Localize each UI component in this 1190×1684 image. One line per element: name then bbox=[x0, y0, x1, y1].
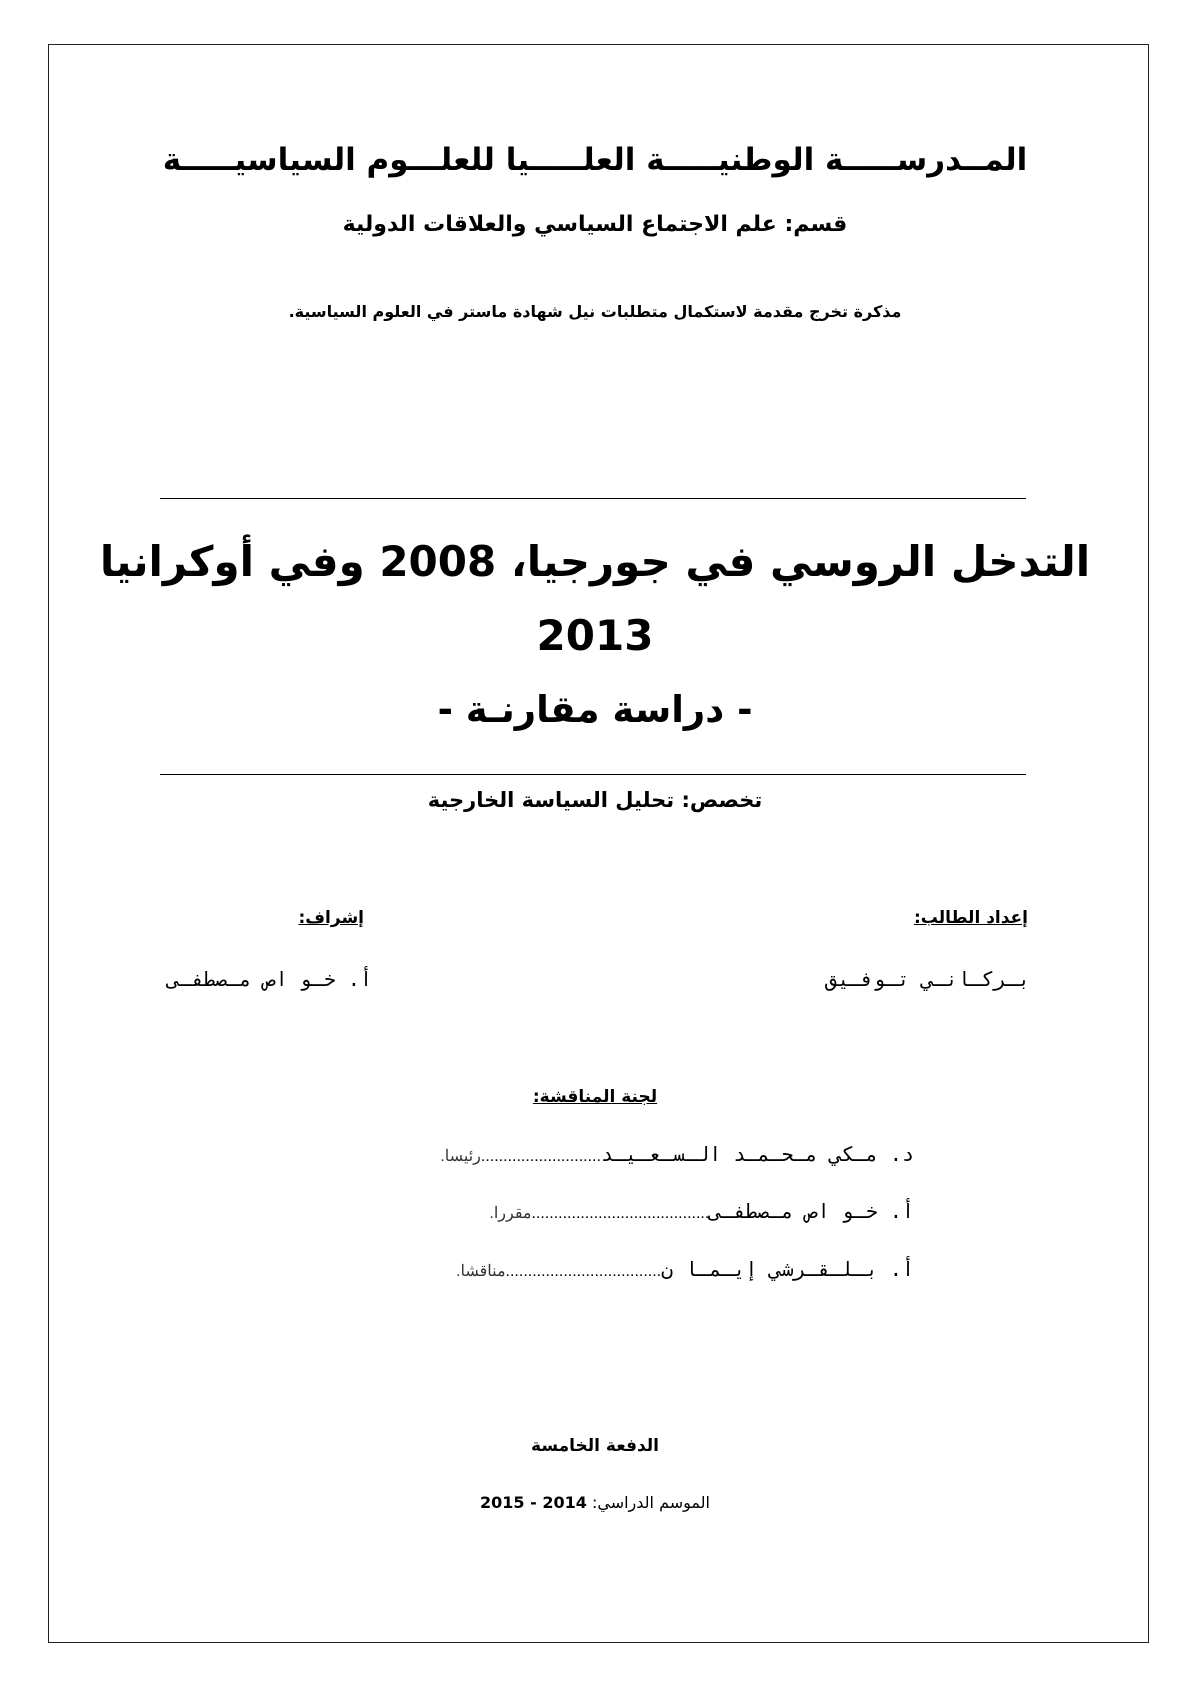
specialization: تخصص: تحليل السياسة الخارجية bbox=[427, 788, 763, 812]
committee-member-dots: ........................................ bbox=[531, 1205, 710, 1222]
committee-member bbox=[456, 1257, 914, 1281]
thesis-title-line-2: 2013 bbox=[536, 611, 654, 660]
committee-member bbox=[440, 1142, 914, 1166]
student-label: إعداد الطالب: bbox=[913, 908, 1028, 928]
bottom-divider bbox=[160, 774, 1026, 775]
committee-label: لجنة المناقشة: bbox=[532, 1087, 658, 1107]
thesis-title-line-1: التدخل الروسي في جورجيا، 2008 وفي أوكرانيا bbox=[99, 537, 1091, 586]
committee-member-role: مقررا. bbox=[489, 1205, 532, 1222]
top-divider bbox=[160, 498, 1026, 499]
student-name: بـركـانـي تـوفـيق bbox=[825, 967, 1030, 991]
school-name: المــدرســـــة الوطنيـــــة العلـــــيا للعلـــوم السياسيـــــة bbox=[162, 142, 1028, 178]
thesis-subtitle: - دراسة مقارنـة - bbox=[437, 688, 753, 731]
graduating-batch: الدفعة الخامسة bbox=[531, 1436, 659, 1456]
committee-member-role: مناقشا. bbox=[456, 1263, 506, 1280]
committee-member-dots: ........................... bbox=[480, 1148, 601, 1165]
committee-member-name: أ. خـو اص مـصطفـى bbox=[709, 1199, 914, 1223]
department-name: قسم: علم الاجتماع السياسي والعلاقات الدولية bbox=[342, 212, 848, 237]
memo-description: مذكرة تخرج مقدمة لاستكمال متطلبات نيل شهادة ماستر في العلوم السياسية. bbox=[288, 302, 902, 321]
committee-member-dots: ................................... bbox=[505, 1263, 662, 1280]
committee-member-name: د. مـكي مـحـمـد الـسـعـيـد bbox=[600, 1142, 914, 1166]
supervisor-label: إشراف: bbox=[298, 908, 364, 928]
committee-member bbox=[489, 1199, 914, 1223]
academic-season-years: 2014 - 2015 bbox=[480, 1493, 587, 1512]
committee-member-name: أ. بـلـقـرشي إيـمـا ن bbox=[661, 1257, 914, 1281]
page-border bbox=[48, 44, 1149, 1643]
academic-season-label: الموسم الدراسي: bbox=[591, 1493, 710, 1512]
supervisor-name: أ. خـو اص مـصطفـى bbox=[167, 967, 372, 991]
committee-member-role: رئيسا. bbox=[440, 1148, 481, 1165]
academic-season bbox=[0, 1493, 1190, 1512]
